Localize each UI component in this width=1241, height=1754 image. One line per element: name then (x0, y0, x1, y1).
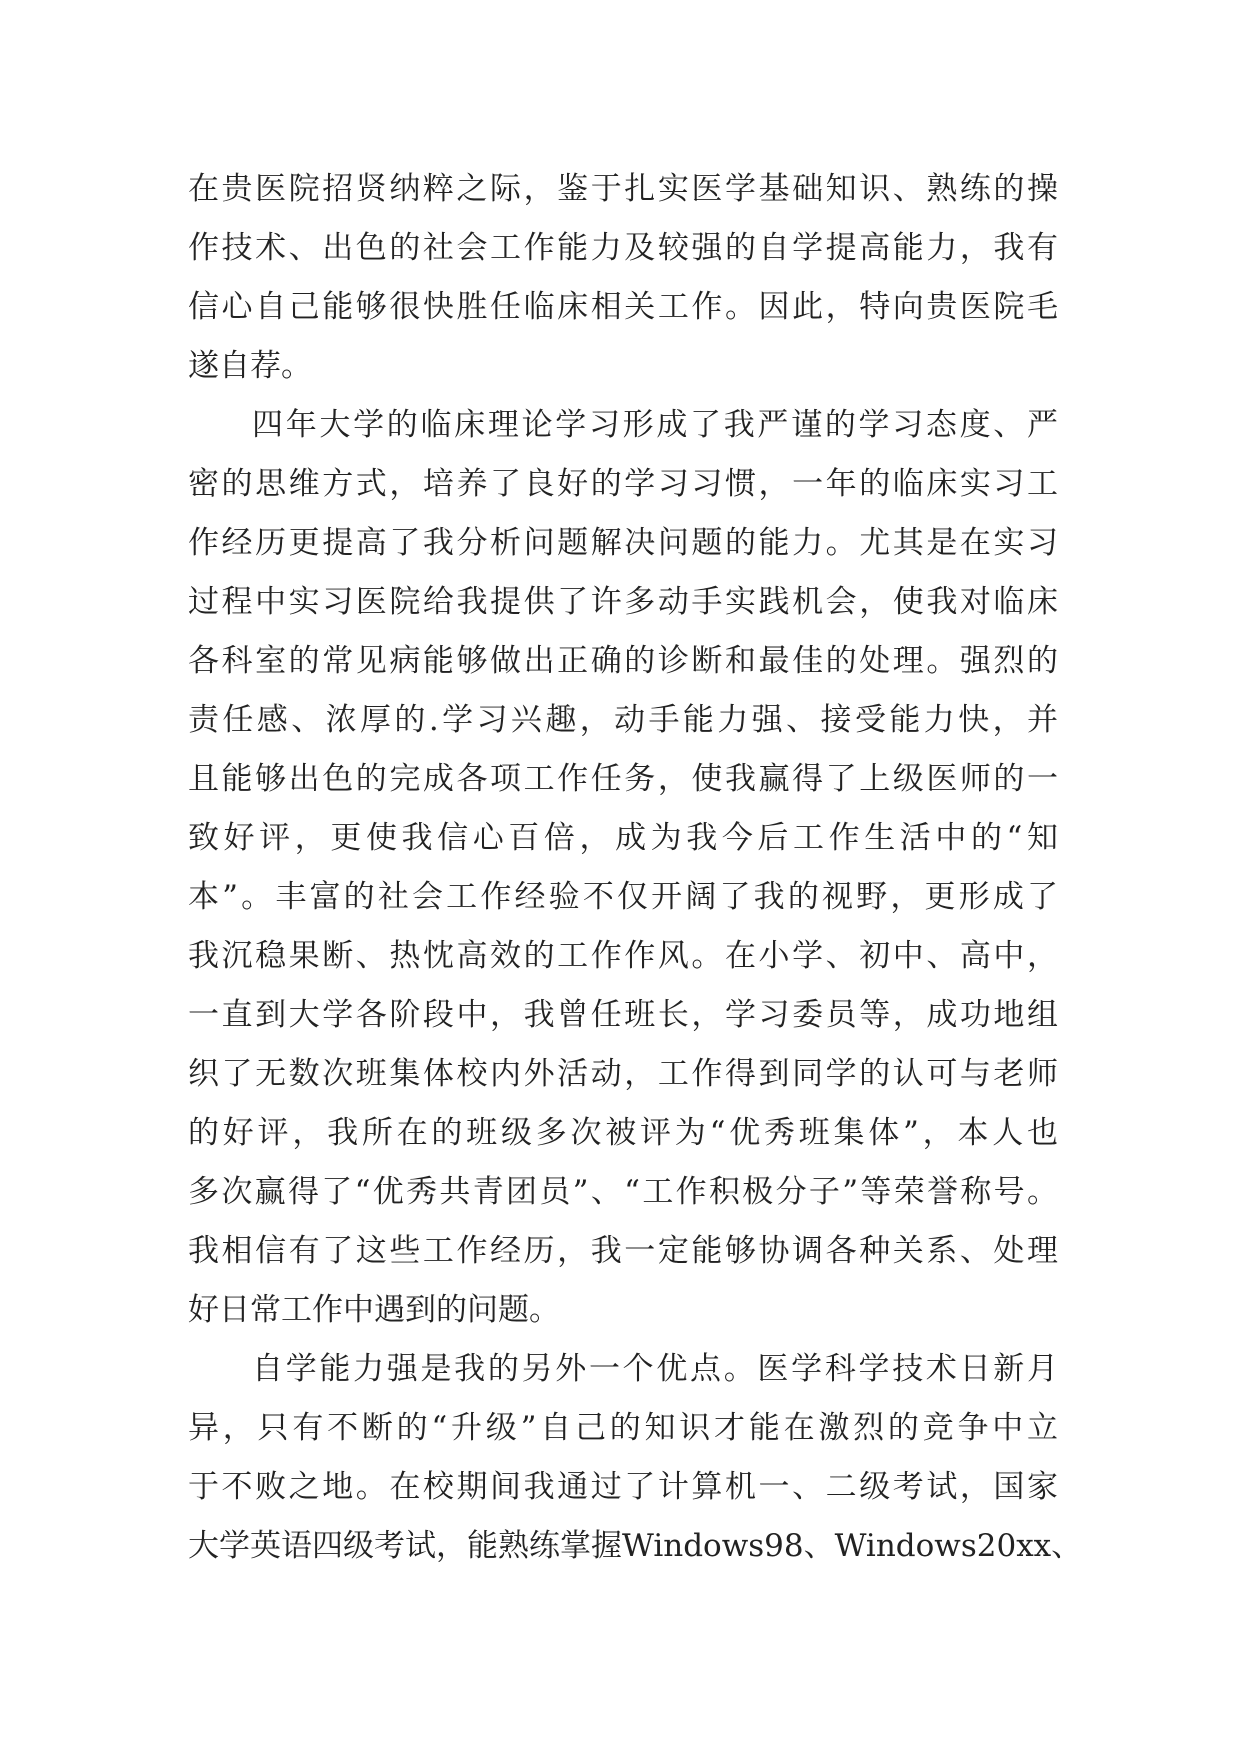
text-line: 密的思维方式，培养了良好的学习习惯，一年的临床实习工 (188, 466, 1058, 502)
text-line: 异，只有不断的“升级”自己的知识才能在激烈的竞争中立 (188, 1410, 1058, 1446)
text-line: 多次赢得了“优秀共青团员”、“工作积极分子”等荣誉称号。 (188, 1174, 1058, 1210)
text-line: 在贵医院招贤纳粹之际，鉴于扎实医学基础知识、熟练的操 (188, 171, 1058, 207)
text-line: 遂自荐。 (188, 348, 312, 384)
text-line: 作技术、出色的社会工作能力及较强的自学提高能力，我有 (188, 230, 1058, 266)
text-line: 各科室的常见病能够做出正确的诊断和最佳的处理。强烈的 (188, 643, 1058, 679)
text-line: 的好评，我所在的班级多次被评为“优秀班集体”，本人也 (188, 1115, 1058, 1151)
text-line: 致好评，更使我信心百倍，成为我今后工作生活中的“知 (188, 820, 1058, 856)
text-line: 好日常工作中遇到的问题。 (188, 1292, 560, 1328)
text-line: 且能够出色的完成各项工作任务，使我赢得了上级医师的一 (188, 761, 1058, 797)
text-line: 于不败之地。在校期间我通过了计算机一、二级考试，国家 (188, 1469, 1058, 1505)
text-line: 过程中实习医院给我提供了许多动手实践机会，使我对临床 (188, 584, 1058, 620)
text-line: 责任感、浓厚的.学习兴趣，动手能力强、接受能力快，并 (188, 702, 1058, 738)
text-line: 织了无数次班集体校内外活动，工作得到同学的认可与老师 (188, 1056, 1058, 1092)
text-line: 自学能力强是我的另外一个优点。医学科学技术日新月 (252, 1351, 1058, 1387)
text-line: 我相信有了这些工作经历，我一定能够协调各种关系、处理 (188, 1233, 1058, 1269)
text-line: 四年大学的临床理论学习形成了我严谨的学习态度、严 (252, 407, 1058, 443)
text-line: 信心自己能够很快胜任临床相关工作。因此，特向贵医院毛 (188, 289, 1058, 325)
body-text (188, 160, 1083, 1576)
text-line: 作经历更提高了我分析问题解决问题的能力。尤其是在实习 (188, 525, 1058, 561)
text-line: 大学英语四级考试，能熟练掌握Windows98、Windows20xx、 (188, 1528, 1083, 1564)
text-line: 本”。丰富的社会工作经验不仅开阔了我的视野，更形成了 (188, 879, 1058, 915)
text-line: 一直到大学各阶段中，我曾任班长，学习委员等，成功地组 (188, 997, 1058, 1033)
text-line: 我沉稳果断、热忱高效的工作作风。在小学、初中、高中， (188, 938, 1058, 974)
